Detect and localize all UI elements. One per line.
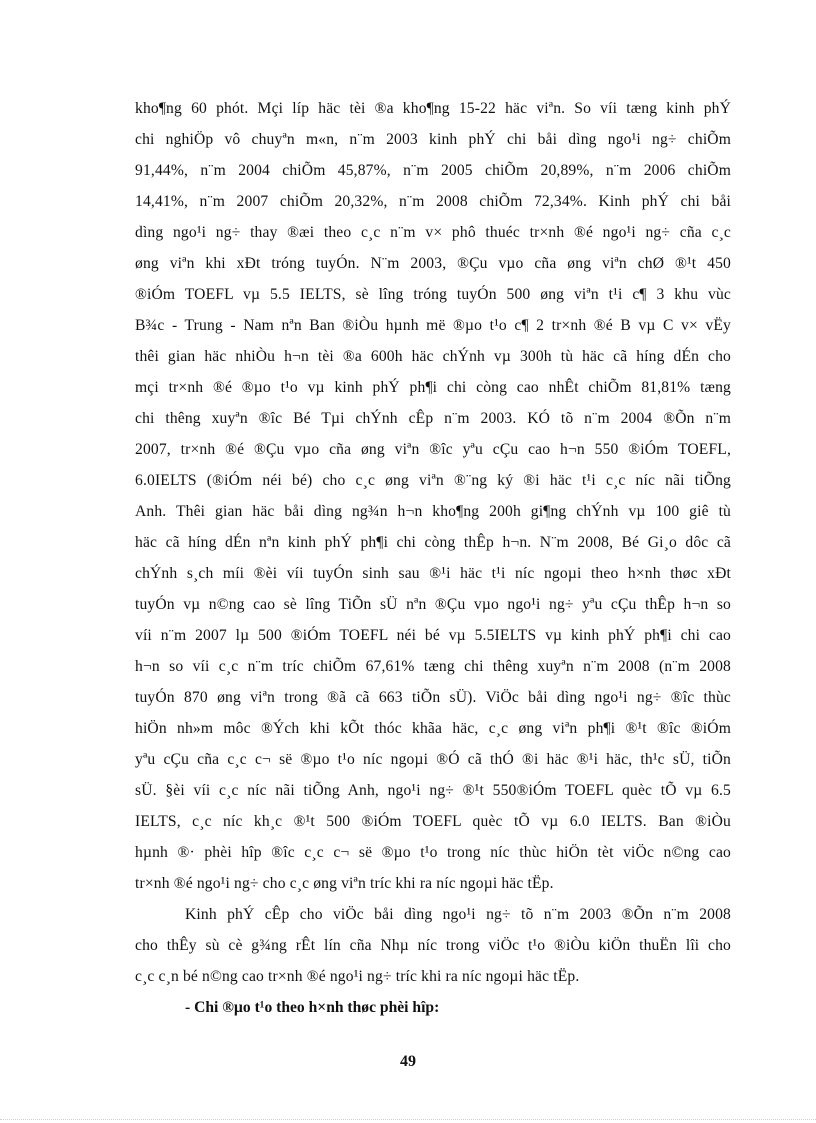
text-line: tr×nh ®é ngo¹i ng÷ cho c¸c øng viªn tríc khi ra níc ngoµi häc tËp. (135, 875, 554, 892)
text-line: chi nghiÖp vô chuyªn m«n, n¨m 2003 kinh phÝ chi båi dìng ngo¹i ng÷ chiÕm (135, 131, 731, 148)
paragraph-2 (135, 899, 731, 992)
text-line: thêi gian häc nhiÒu h¬n tèi ®a 600h häc chÝnh vµ 300h tù häc cã híng dÉn cho (135, 348, 731, 365)
text-line: c¸c c¸n bé n©ng cao tr×nh ®é ngo¹i ng÷ tríc khi ra níc ngoµi häc tËp. (135, 968, 580, 985)
text-line: 6.0IELTS (®iÓm néi bé) cho c¸c øng viªn ®¨ng ký ®i häc t¹i c¸c níc nãi tiÕng (135, 472, 731, 489)
text-line: víi n¨m 2007 lµ 500 ®iÓm TOEFL néi bé vµ 5.5IELTS vµ kinh phÝ ph¶i chi cao (135, 627, 731, 644)
text-line: tuyÓn vµ n©ng cao sè lîng TiÕn sÜ nªn ®Çu vµo ngo¹i ng÷ yªu cÇu thÊp h¬n so (135, 596, 731, 613)
text-line: hiÖn nh»m môc ®Ých khi kÕt thóc khãa häc, c¸c øng viªn ph¶i ®¹t ®îc ®iÓm (135, 720, 731, 737)
text-line: sÜ. §èi víi c¸c níc nãi tiÕng Anh, ngo¹i ng÷ ®¹t 550®iÓm TOEFL quèc tÕ vµ 6.5 (135, 782, 731, 799)
text-line: yªu cÇu cña c¸c c¬ së ®µo t¹o níc ngoµi ®Ó cã thÓ ®i häc ®¹i häc, th¹c sÜ, tiÕn (135, 751, 731, 768)
page-number: 49 (400, 1053, 416, 1070)
text-line: tuyÓn 870 øng viªn trong ®ã cã 663 tiÕn sÜ). ViÖc båi dìng ngo¹i ng÷ ®îc thùc (135, 689, 731, 706)
text-line: 14,41%, n¨m 2007 chiÕm 20,32%, n¨m 2008 chiÕm 72,34%. Kinh phÝ chi båi (135, 193, 731, 210)
text-line: Anh. Thêi gian häc båi dìng ng¾n h¬n kho¶ng 200h gi¶ng chÝnh vµ 100 giê tù (135, 503, 731, 520)
text-line: 2007, tr×nh ®é ®Çu vµo cña øng viªn ®îc yªu cÇu cao h¬n 550 ®iÓm TOEFL, (135, 441, 731, 458)
text-line: chÝnh s¸ch míi ®èi víi tuyÓn sinh sau ®¹i häc t¹i níc ngoµi theo h×nh thøc xÐt (135, 565, 731, 582)
text-line: ®iÓm TOEFL vµ 5.5 IELTS, sè lîng tróng tuyÓn 500 øng viªn t¹i c¶ 3 khu vùc (135, 286, 731, 303)
text-line: h¬n so víi c¸c n¨m tríc chiÕm 67,61% tæng chi thêng xuyªn n¨m 2008 (n¨m 2008 (135, 658, 731, 675)
text-line: dìng ngo¹i ng÷ thay ®æi theo c¸c n¨m v× phô thuéc tr×nh ®é ngo¹i ng÷ cña c¸c (135, 224, 731, 241)
section-heading: - Chi ®µo t¹o theo h×nh thøc phèi hîp: (185, 999, 440, 1016)
text-line: cho thÊy sù cè g¾ng rÊt lín cña Nhµ níc trong viÖc t¹o ®iÒu kiÖn thuËn lîi cho (135, 937, 731, 954)
page-bottom-border (0, 1119, 816, 1120)
text-line: øng viªn khi xÐt tróng tuyÓn. N¨m 2003, ®Çu vµo cña øng viªn chØ ®¹t 450 (135, 255, 731, 272)
text-line: B¾c - Trung - Nam nªn Ban ®iÒu hµnh më ®µo t¹o c¶ 2 tr×nh ®é B vµ C v× vËy (135, 317, 731, 334)
text-line: mçi tr×nh ®é ®µo t¹o vµ kinh phÝ ph¶i chi còng cao nhÊt chiÕm 81,81% tæng (135, 379, 731, 396)
text-line: IELTS, c¸c níc kh¸c ®¹t 500 ®iÓm TOEFL quèc tÕ vµ 6.0 IELTS. Ban ®iÒu (135, 813, 731, 830)
body-text (135, 93, 731, 1023)
paragraph-1 (135, 93, 731, 899)
text-line: kho¶ng 60 phót. Mçi líp häc tèi ®a kho¶ng 15-22 häc viªn. So víi tæng kinh phÝ (135, 100, 731, 117)
text-line: 91,44%, n¨m 2004 chiÕm 45,87%, n¨m 2005 chiÕm 20,89%, n¨m 2006 chiÕm (135, 162, 731, 179)
text-line: hµnh ®· phèi hîp ®îc c¸c c¬ së ®µo t¹o trong níc thùc hiÖn tèt viÖc n©ng cao (135, 844, 731, 861)
text-line: häc cã híng dÉn nªn kinh phÝ ph¶i chi còng thÊp h¬n. N¨m 2008, Bé Gi¸o dôc cã (135, 534, 731, 551)
text-line: chi thêng xuyªn ®îc Bé Tµi chÝnh cÊp n¨m 2003. KÓ tõ n¨m 2004 ®Õn n¨m (135, 410, 731, 427)
text-line: Kinh phÝ cÊp cho viÖc båi dìng ngo¹i ng÷ tõ n¨m 2003 ®Õn n¨m 2008 (185, 906, 731, 923)
